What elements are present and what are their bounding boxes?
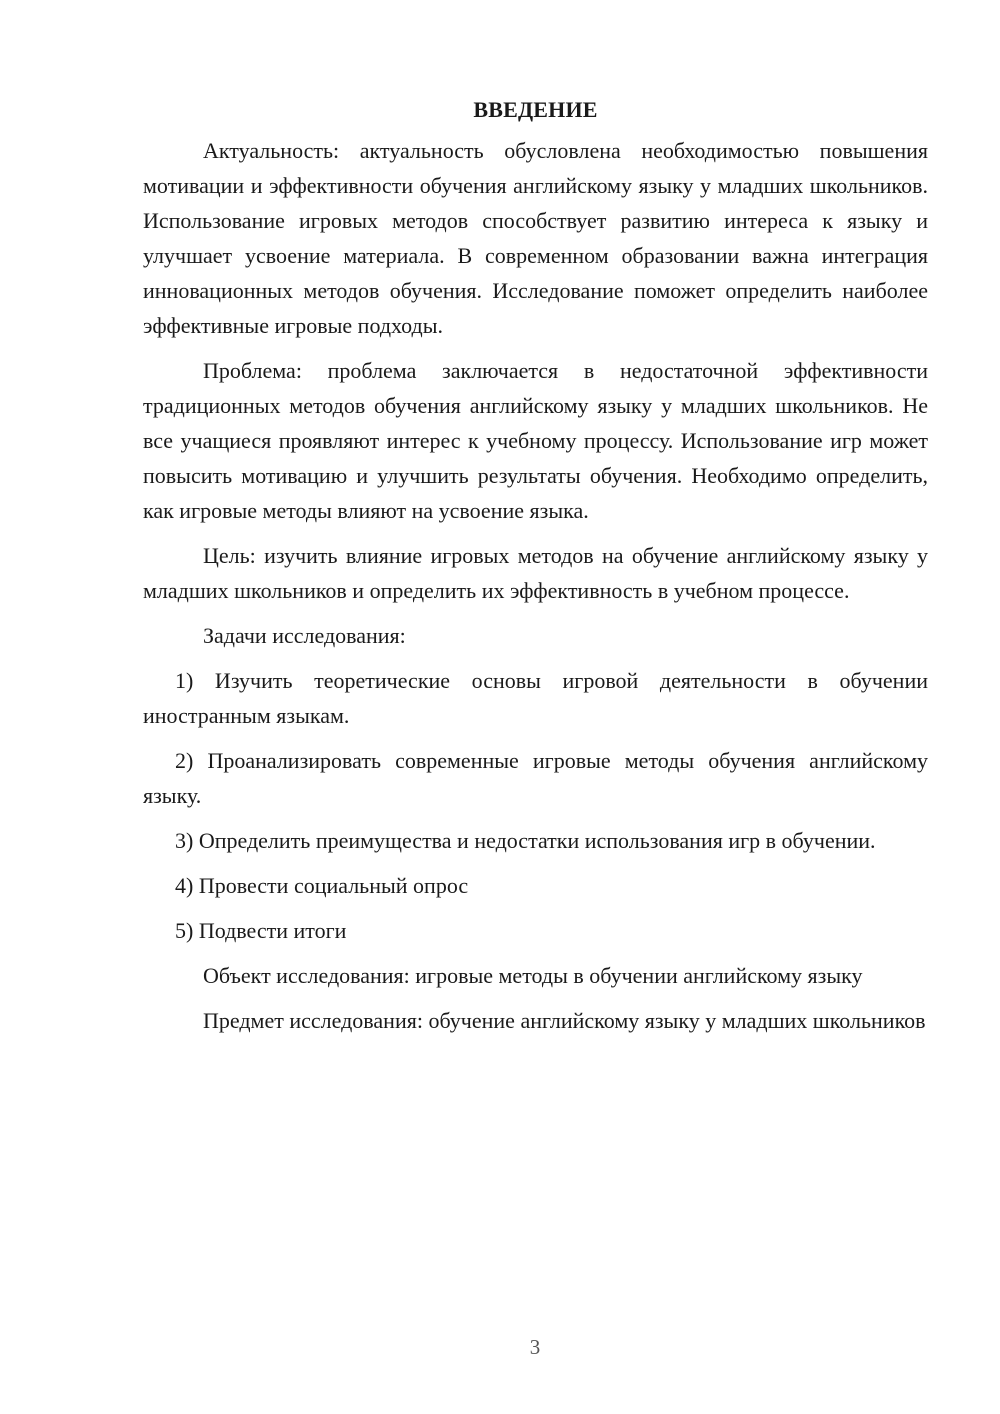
task-item-2: 2) Проанализировать современные игровые методы обучения английскому языку. <box>143 748 928 808</box>
problem-paragraph: Проблема: проблема заключается в недостаточной эффективности традиционных методов обучения английскому языку у младших школьников. Не все учащиеся проявляют интерес к учебному процессу. Использование игр может повысить мотивацию и улучшить результаты обучения. Необходимо определить, как игровые методы влияют на усвоение языка. <box>143 358 928 523</box>
task-item-5: 5) Подвести итоги <box>175 918 347 943</box>
goal-paragraph: Цель: изучить влияние игровых методов на обучение английскому языку у младших школьников и определить их эффективность в учебном процессе. <box>143 543 928 603</box>
task-item-3: 3) Определить преимущества и недостатки использования игр в обучении. <box>175 828 876 853</box>
task-item-4: 4) Провести социальный опрос <box>175 873 469 898</box>
tasks-heading: Задачи исследования: <box>203 623 406 648</box>
task-item-1: 1) Изучить теоретические основы игровой деятельности в обучении иностранным языкам. <box>143 668 928 728</box>
page-content <box>143 92 928 1048</box>
page-title: ВВЕДЕНИЕ <box>473 97 598 122</box>
relevance-paragraph: Актуальность: актуальность обусловлена необходимостью повышения мотивации и эффективности обучения английскому языку у младших школьников. Использование игровых методов способствует развитию интереса к языку и улучшает усвоение материала. В современном образовании важна интеграция инновационных методов обучения. Исследование поможет определить наиболее эффективные игровые подходы. <box>143 138 928 338</box>
page-number: 3 <box>529 1335 541 1359</box>
subject-paragraph: Предмет исследования: обучение английскому языку у младших школьников <box>203 1008 926 1033</box>
object-paragraph: Объект исследования: игровые методы в обучении английскому языку <box>203 963 863 988</box>
